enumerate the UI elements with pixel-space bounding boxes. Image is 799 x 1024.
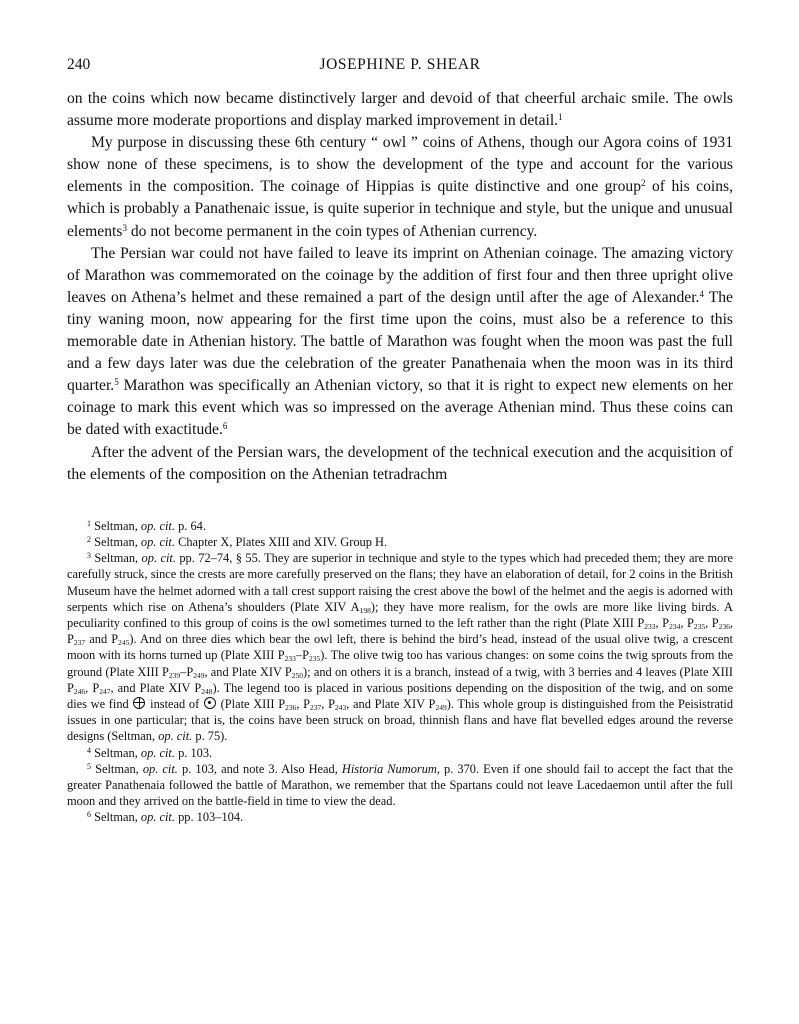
- footnote-ref: 4: [699, 288, 704, 299]
- paragraph-1: on the coins which now became distinctively larger and devoid of that cheerful archaic smile. The owls assume more moderate proportions and display marked improvement in detail.$^1$: [67, 90, 733, 130]
- footnote-3: $^3$ Seltman, op. cit. pp. 72–74, § 55. They are superior in technique and style to the types which had preceded them; they are more carefully struck, since the crests are more carefully preserved on the flans; they have an elaboration of detail, for 2 coins in the British Museum have the helmet adorned with a tall crest support raising the crest above the bowl of the helmet and the aegis is adorned with serpents which rise on Athena’s shoulders (Plate XIV $A_{198}$); they have more realism, for the owls are more like living birds. A peculiarity confined to this group of coins is the owl sometimes turned to the left rather than the right (Plate XIII $P_{233}$, $P_{234}$, $P_{235}$, $P_{236}$, $P_{237}$ and $P_{245}$). And on three dies which bear the owl left, there is behind the bird’s head, instead of the usual olive twig, a crescent moon with its horns turned up (Plate XIII $P_{233}-P_{235}$). The olive twig too has various changes: on some coins the twig sprouts from the ground (Plate XIII $P_{239}-P_{249}$, and Plate XIV $P_{250}$); and on others it is a branch, instead of a twig, with 3 berries and 4 leaves (Plate XIII $P_{246}$, $P_{247}$, and Plate XIV $P_{248}$). The legend too is placed in various positions depending on the disposition of the twig, and on some dies we find instead of (Plate XIII $P_{236}$, $P_{237}$, $P_{243}$, and Plate XIV $P_{249}$). This whole group is distinguished from the Peisistratid issues in one particular; that is, the coins have been struck on broad, thinnish flans and have flat bevelled edges around the reverse designs (Seltman, op. cit. p. 75).: [67, 551, 734, 744]
- footnote-1: $^1$ Seltman, op. cit. p. 64.: [87, 518, 206, 533]
- circled-plus-icon: [133, 697, 145, 709]
- page-header: [67, 56, 733, 80]
- footnote-6: $^6$ Seltman, op. cit. pp. 103–104.: [87, 810, 244, 825]
- footnote-ref: 1: [558, 112, 563, 123]
- paragraph-3: The Persian war could not have failed to leave its imprint on Athenian coinage. The amazing victory of Marathon was commemorated on the coinage by the addition of first four and then three upright olive leaves on Athena’s helmet and these remained a part of the design until after the age of Alexander.$^4$ The tiny waning moon, now appearing for the first time upon the coins, must also be a reference to this memorable date in Athenian history. The battle of Marathon was fought when the moon was past the full and a few days later was due the celebration of the greater Panathenaia when the moon was in its third quarter.$^5$ Marathon was specifically an Athenian victory, so that it is right to expect new elements on her coinage to mark this event which was so impressed on the average Athenian mind. Thus these coins can be dated with exactitude.$^6$: [67, 244, 733, 439]
- footnote-ref: 3: [122, 222, 127, 233]
- footnotes: [67, 518, 733, 826]
- footnote-ref: 5: [114, 377, 119, 388]
- main-text: [67, 88, 733, 486]
- footnote-4: $^4$ Seltman, op. cit. p. 103.: [87, 745, 213, 760]
- footnote-5: $^5$ Seltman, op. cit. p. 103, and note 3. Also Head, Historia Numorum, p. 370. Even if one should fail to accept the fact that the greater Panathenaia followed the battle of Marathon, we remember that the Spartans could not leave Lacedaemon until after the full moon and they arrived on the battle-field in time to view the dead.: [67, 761, 733, 809]
- footnote-ref: 2: [641, 178, 646, 189]
- running-title: JOSEPHINE P. SHEAR: [319, 56, 481, 73]
- circled-dot-icon: [204, 697, 216, 709]
- paragraph-2: My purpose in discussing these 6th century “ owl ” coins of Athens, though our Agora coins of 1931 show none of these specimens, is to show the development of the type and account for the various elements in the composition. The coinage of Hippias is quite distinctive and one group$^2$ of his coins, which is probably a Panathenaic issue, is quite superior in technique and style, but the unique and unusual elements$^3$ do not become permanent in the coin types of Athenian currency.: [67, 134, 733, 240]
- paragraph-4: After the advent of the Persian wars, the development of the technical execution and the acquisition of the elements of the composition on the Athenian tetradrachm: [67, 443, 733, 483]
- footnote-ref: 6: [222, 421, 228, 432]
- footnote-2: $^2$ Seltman, op. cit. Chapter X, Plates XIII and XIV. Group H.: [87, 534, 388, 549]
- page-number: 240: [67, 56, 91, 73]
- page: [67, 56, 733, 826]
